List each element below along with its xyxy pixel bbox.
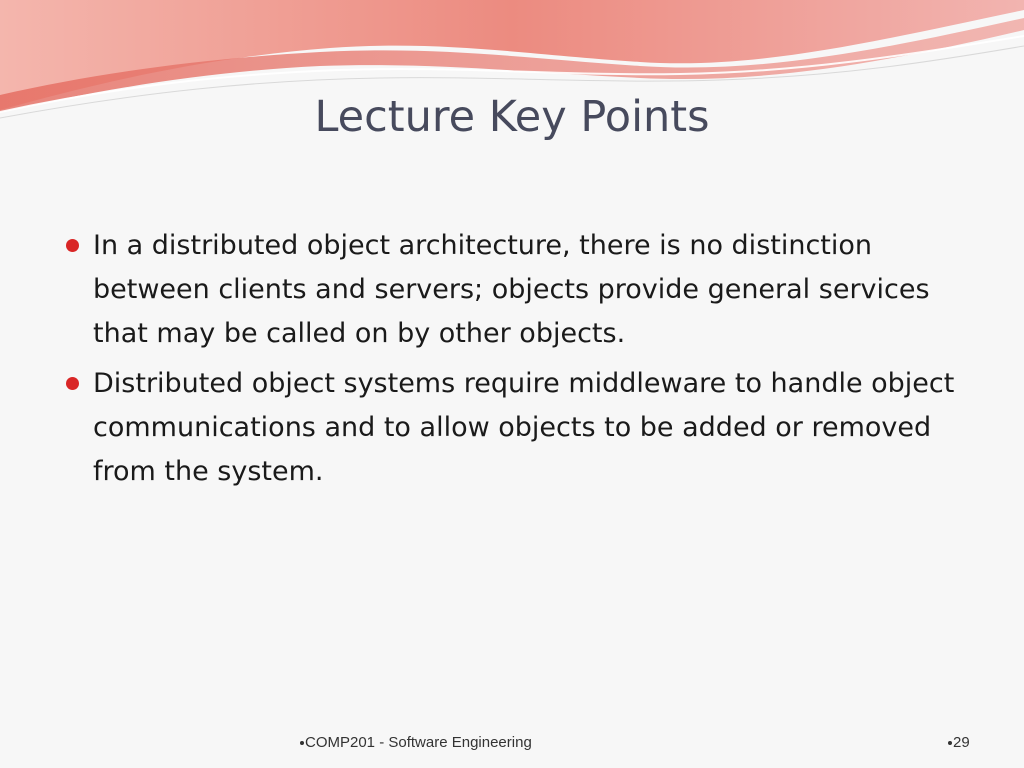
footer-bullet-icon (948, 741, 952, 745)
footer-page-number (948, 734, 970, 751)
bullet-list (64, 224, 964, 500)
footer-bullet-icon (300, 741, 304, 745)
footer-course-text: COMP201 - Software Engineering (305, 734, 532, 751)
bullet-dot-icon (66, 239, 79, 252)
footer-course (300, 734, 532, 751)
bullet-item (64, 362, 964, 494)
bullet-text: Distributed object systems require middleware to handle object communications and to allow objects to be added or removed from the system. (93, 368, 955, 487)
page-number-text: 29 (953, 734, 970, 751)
bullet-text: In a distributed object architecture, there is no distinction between clients and servers; objects provide general services that may be called on by other objects. (93, 230, 930, 349)
bullet-dot-icon (66, 377, 79, 390)
bullet-item (64, 224, 964, 356)
slide-title: Lecture Key Points (314, 92, 710, 142)
